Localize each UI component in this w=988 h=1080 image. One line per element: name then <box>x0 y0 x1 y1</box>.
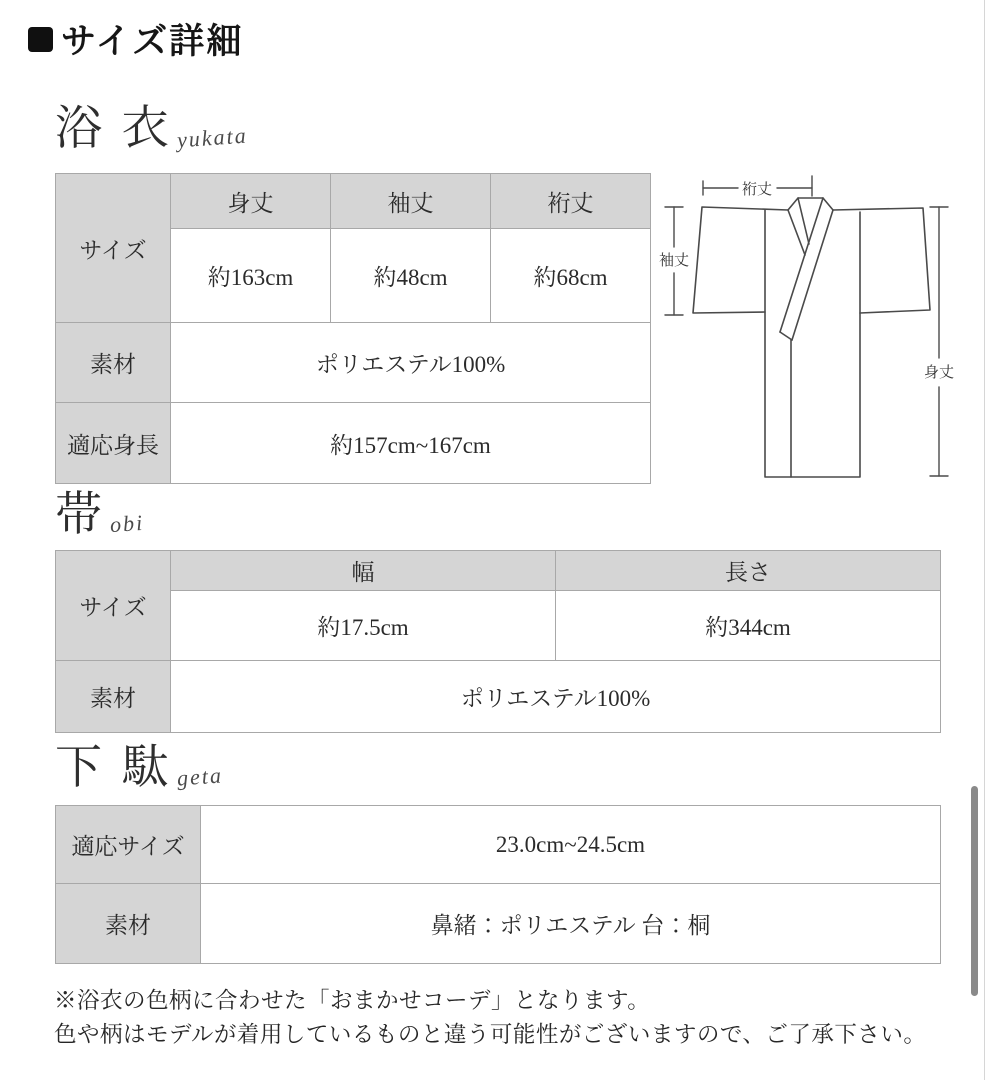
geta-size-table <box>55 805 941 964</box>
kimono-measurement-diagram <box>650 160 955 490</box>
yukata-material-value: ポリエステル100% <box>171 323 651 403</box>
obi-script-label: obi <box>109 509 145 538</box>
diagram-label-sodetake: 袖丈 <box>658 253 690 269</box>
section-title-obi <box>55 489 145 541</box>
yukata-size-table <box>55 173 651 484</box>
yukata-mitake-value: 約163cm <box>171 229 331 323</box>
geta-fit-value: 23.0cm~24.5cm <box>201 806 941 884</box>
obi-col-header-width: 幅 <box>171 551 556 591</box>
page-header <box>28 14 243 64</box>
obi-size-row-label: サイズ <box>56 551 171 661</box>
yukata-size-row-label: サイズ <box>56 174 171 323</box>
scrollbar-thumb[interactable] <box>971 786 978 996</box>
note-line-1: ※浴衣の色柄に合わせた「おまかせコーデ」となります。 <box>54 988 651 1013</box>
yukata-sodetake-value: 約48cm <box>331 229 491 323</box>
obi-length-value: 約344cm <box>556 591 941 661</box>
geta-material-value: 鼻緒：ポリエステル 台：桐 <box>201 884 941 964</box>
yukata-kanji: 浴 衣 <box>55 103 173 155</box>
obi-material-value: ポリエステル100% <box>171 661 941 733</box>
yukata-yukitake-value: 約68cm <box>491 229 651 323</box>
geta-script-label: geta <box>175 762 224 791</box>
obi-size-table <box>55 550 941 733</box>
yukata-material-label: 素材 <box>56 323 171 403</box>
yukata-height-label: 適応身長 <box>56 403 171 484</box>
obi-width-value: 約17.5cm <box>171 591 556 661</box>
footer-notes <box>54 984 954 1052</box>
yukata-col-header-mitake: 身丈 <box>171 174 331 229</box>
content-right-border <box>984 0 985 1080</box>
page-title: サイズ詳細 <box>61 22 244 61</box>
geta-fit-label: 適応サイズ <box>56 806 201 884</box>
diagram-label-mitake: 身丈 <box>923 365 955 381</box>
yukata-script-label: yukata <box>175 122 249 153</box>
obi-kanji: 帯 <box>55 489 106 541</box>
geta-material-label: 素材 <box>56 884 201 964</box>
obi-col-header-length: 長さ <box>556 551 941 591</box>
note-line-2: 色や柄はモデルが着用しているものと違う可能性がございますので、ご了承下さい。 <box>54 1022 927 1047</box>
yukata-col-header-yukitake: 裄丈 <box>491 174 651 229</box>
yukata-col-header-sodetake: 袖丈 <box>331 174 491 229</box>
yukata-height-value: 約157cm~167cm <box>171 403 651 484</box>
black-square-bullet-icon <box>28 27 53 52</box>
geta-kanji: 下 駄 <box>55 742 173 794</box>
obi-material-label: 素材 <box>56 661 171 733</box>
section-title-geta <box>55 742 224 794</box>
section-title-yukata <box>55 103 249 155</box>
diagram-label-yukitake: 裄丈 <box>741 182 773 198</box>
